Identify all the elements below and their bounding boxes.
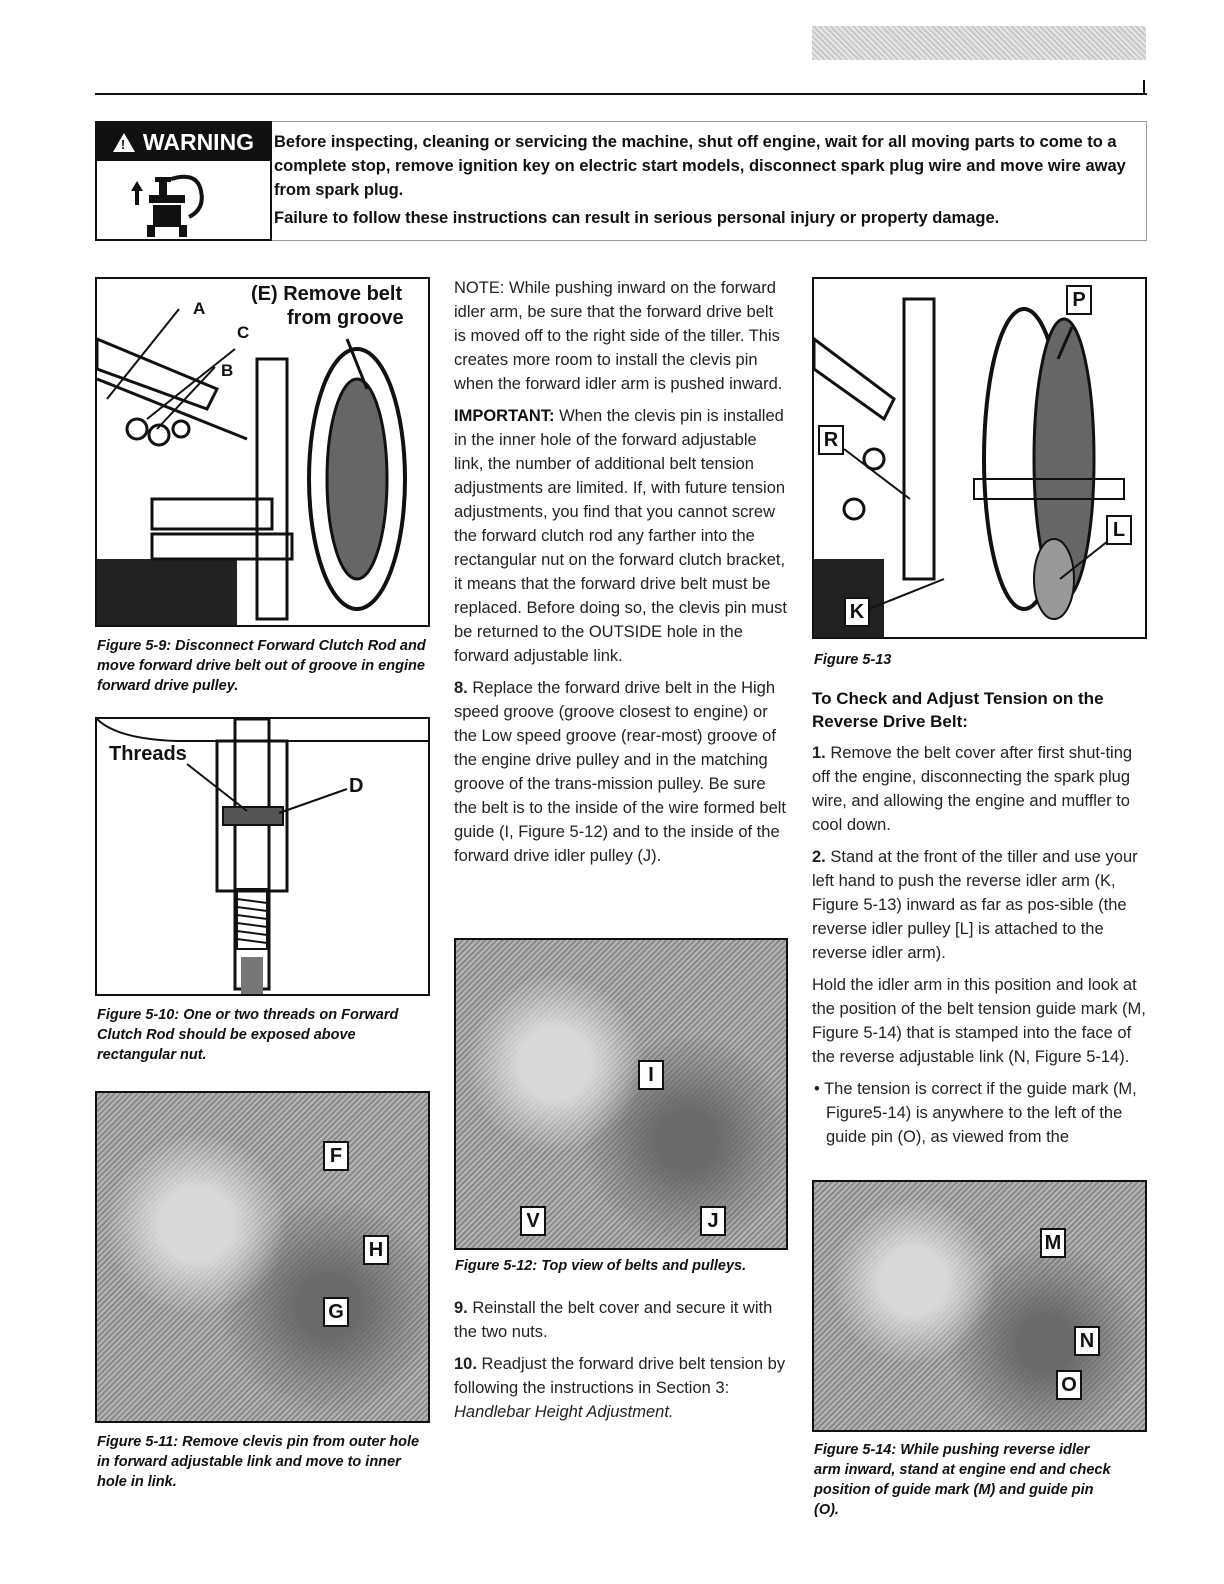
threads-label: Threads	[109, 743, 187, 765]
step-1	[812, 741, 1148, 837]
label-l: L	[1106, 515, 1132, 545]
important-label: IMPORTANT:	[454, 407, 555, 425]
label-d: D	[349, 775, 364, 797]
warning-heading	[97, 123, 270, 161]
step-8-num: 8.	[454, 679, 468, 697]
step-2-text: Stand at the front of the tiller and use your left hand to push the reverse idler arm (K, Figure 5-13) inward as far as pos-sible (the reverse idler pulley [L] is attached to the reverse idler arm).	[812, 848, 1138, 962]
figure-5-9-caption: Figure 5-9: Disconnect Forward Clutch Rod and move forward drive belt out of groove in engine forward drive pulley.	[97, 638, 426, 694]
step-10	[454, 1352, 788, 1424]
step-10-text: Readjust the forward drive belt tension by following the instructions in Section 3:	[454, 1355, 786, 1397]
step-1-text: Remove the belt cover after first shut-ting off the engine, disconnecting the spark plug wire, and allowing the engine and muffler to cool down.	[812, 744, 1133, 834]
callout-e: (E) Remove belt	[251, 283, 403, 305]
important-paragraph	[454, 404, 788, 668]
warning-triangle-icon: !	[113, 133, 135, 152]
step-9-text: Reinstall the belt cover and secure it with the two nuts.	[454, 1299, 773, 1341]
tension-bullet: • The tension is correct if the guide mark (M, Figure5-14) is anywhere to the left of the guide pin (O), as viewed from the	[814, 1080, 1137, 1146]
label-m: M	[1040, 1228, 1066, 1258]
column-2-lower-text	[454, 1296, 788, 1432]
step-8	[454, 676, 788, 868]
figure-5-14-photo	[812, 1180, 1147, 1432]
warning-heading-text: WARNING	[142, 128, 255, 155]
header-rule	[95, 93, 1147, 95]
label-j: J	[700, 1206, 726, 1236]
figure-5-13-image	[812, 277, 1147, 639]
figure-5-11-photo	[95, 1091, 430, 1423]
column-3-text	[812, 687, 1148, 1157]
step-10-reference: Handlebar Height Adjustment.	[454, 1403, 674, 1421]
step-2	[812, 845, 1148, 965]
spark-plug-disconnect-icon	[97, 161, 270, 239]
section-header-bar	[812, 26, 1146, 60]
figure-5-12-photo	[454, 938, 788, 1250]
step-8-text: Replace the forward drive belt in the High speed groove (groove closest to engine) or the Low speed groove (rear-most) groove of the engine drive pulley and in the matching groove of the trans-mission pulley. Be sure the belt is to the inside of the wire formed belt guide (I, Figure 5-12) and to the inside of the forward drive idler pulley (J).	[454, 679, 787, 865]
label-c: C	[237, 323, 250, 342]
figure-5-13-caption: Figure 5-13	[814, 652, 892, 668]
label-r: R	[818, 425, 844, 455]
label-g: G	[323, 1297, 349, 1327]
label-b: B	[221, 361, 234, 380]
figure-5-9-drawing	[97, 279, 428, 625]
figure-5-9-image	[95, 277, 430, 627]
figure-5-10-caption: Figure 5-10: One or two threads on Forward Clutch Rod should be exposed above rectangular nut.	[97, 1007, 399, 1063]
label-f: F	[323, 1141, 349, 1171]
hold-paragraph: Hold the idler arm in this position and look at the position of the belt tension guide mark (M, Figure 5-14) that is stamped into the face of the reverse adjustable link (N, Figure 5-14).	[812, 976, 1146, 1066]
reverse-belt-heading: To Check and Adjust Tension on the Reverse Drive Belt:	[812, 689, 1104, 731]
label-i: I	[638, 1060, 664, 1090]
step-9-num: 9.	[454, 1299, 468, 1317]
label-a: A	[193, 299, 206, 318]
figure-5-12-caption: Figure 5-12: Top view of belts and pulleys.	[455, 1258, 747, 1274]
label-h: H	[363, 1235, 389, 1265]
label-n: N	[1074, 1326, 1100, 1356]
warning-line-2: Failure to follow these instructions can result in serious personal injury or property damage.	[274, 209, 1000, 227]
step-2-num: 2.	[812, 848, 826, 866]
step-9	[454, 1296, 788, 1344]
warning-text	[274, 130, 1140, 234]
label-p: P	[1066, 285, 1092, 315]
important-text: When the clevis pin is installed in the inner hole of the forward adjustable link, the number of additional belt tension adjustments are limited. If, with future tension adjustments, you find that you cannot screw the forward clutch rod any farther into the rectangular nut on the forward clutch bracket, it means that the forward drive belt must be replaced. Before doing so, the clevis pin must be returned to the OUTSIDE hole in the forward adjustable link.	[454, 407, 787, 665]
warning-line-1: Before inspecting, cleaning or servicing the machine, shut off engine, wait for all moving parts to come to a complete stop, remove ignition key on electric start models, disconnect spark plug wire and move wire away from spark plug.	[274, 133, 1126, 199]
label-o: O	[1056, 1370, 1082, 1400]
figure-5-14-caption: Figure 5-14: While pushing reverse idler arm inward, stand at engine end and check position of guide mark (M) and guide pin (O).	[814, 1442, 1111, 1518]
label-k: K	[844, 597, 870, 627]
note-paragraph: NOTE: While pushing inward on the forward idler arm, be sure that the forward drive belt is moved off to the right side of the tiller. This creates more room to install the clevis pin when the forward idler arm is pushed inward.	[454, 279, 783, 393]
figure-5-10-image	[95, 717, 430, 996]
callout-e-line-2: from groove	[287, 307, 404, 329]
figure-5-13-drawing	[814, 279, 1145, 637]
header-rule-end	[1143, 80, 1145, 95]
column-2-text	[454, 276, 788, 876]
step-10-num: 10.	[454, 1355, 477, 1373]
step-1-num: 1.	[812, 744, 826, 762]
label-v: V	[520, 1206, 546, 1236]
figure-5-11-caption: Figure 5-11: Remove clevis pin from outer hole in forward adjustable link and move to inner hole in link.	[97, 1434, 420, 1490]
